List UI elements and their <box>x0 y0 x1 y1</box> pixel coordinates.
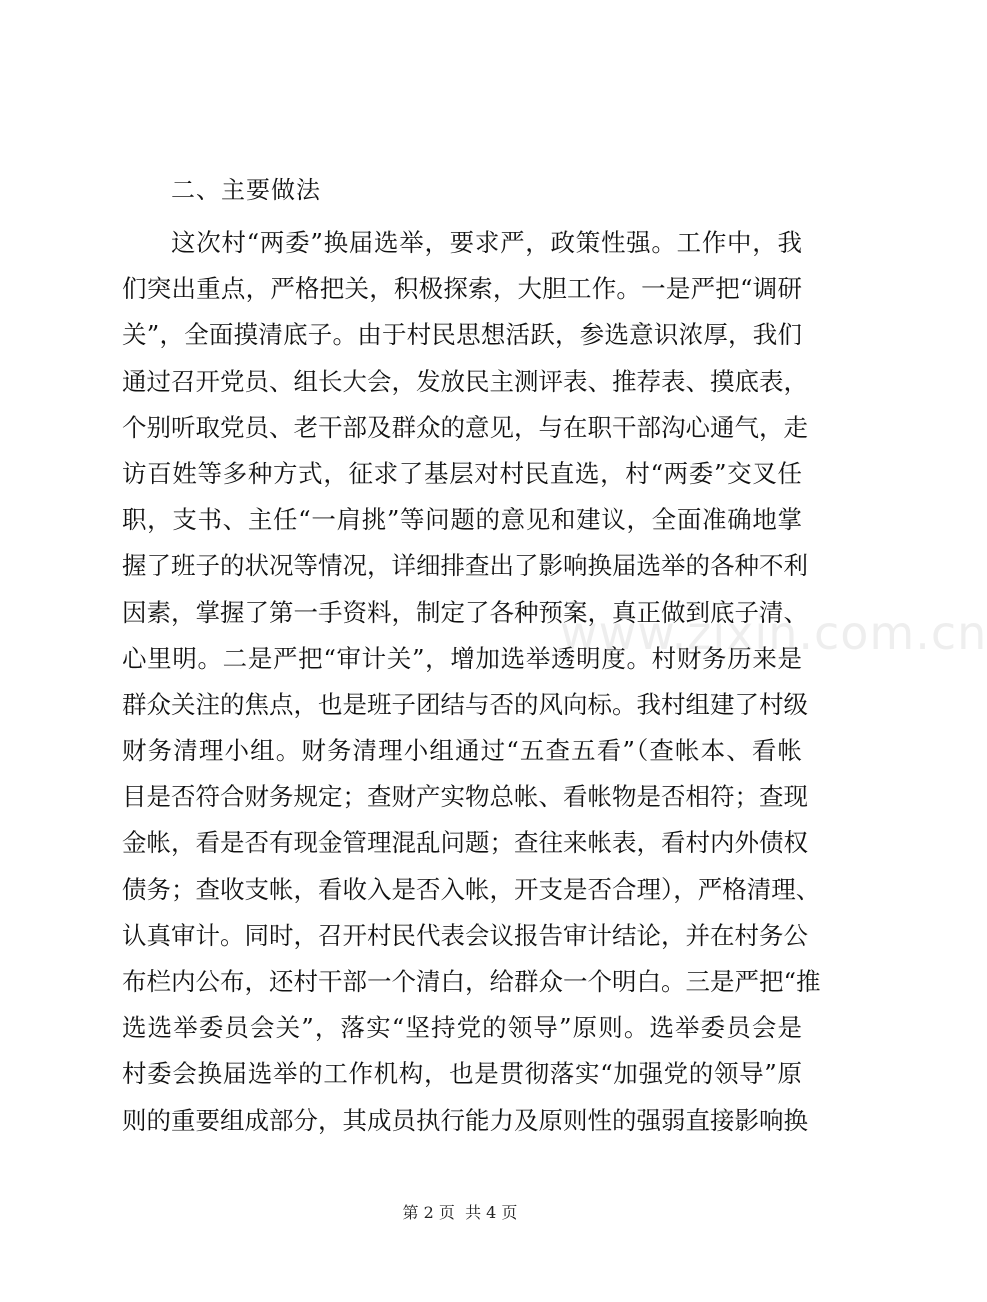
paragraph-line: 财务清理小组。财务清理小组通过“五查五看”（查帐本、看帐 <box>122 736 802 766</box>
paragraph-line: 村委会换届选举的工作机构，也是贯彻落实“加强党的领导”原 <box>122 1059 802 1089</box>
paragraph-line: 因素，掌握了第一手资料，制定了各种预案，真正做到底子清、 <box>122 597 808 627</box>
body-paragraph <box>122 220 821 1144</box>
paragraph-line: 认真审计。同时，召开村民代表会议报告审计结论，并在村务公 <box>122 920 808 950</box>
paragraph-line: 们突出重点，严格把关，积极探索，大胆工作。一是严把“调研 <box>122 274 802 304</box>
paragraph-line: 访百姓等多种方式，征求了基层对村民直选，村“两委”交叉任 <box>122 458 802 488</box>
paragraph-line: 通过召开党员、组长大会，发放民主测评表、推荐表、摸底表， <box>122 366 808 396</box>
paragraph-line: 心里明。二是严把“审计关”，增加选举透明度。村财务历来是 <box>122 643 802 673</box>
paragraph-line: 握了班子的状况等情况，详细排查出了影响换届选举的各种不利 <box>122 551 808 581</box>
watermark: www.zixin.com.cn <box>560 606 987 660</box>
paragraph-line: 这次村“两委”换届选举，要求严，政策性强。工作中，我 <box>171 228 802 257</box>
paragraph-line: 目是否符合财务规定；查财产实物总帐、看帐物是否相符；查现 <box>122 782 808 812</box>
paragraph-line: 群众关注的焦点，也是班子团结与否的风向标。我村组建了村级 <box>122 689 808 719</box>
paragraph-line: 债务；查收支帐，看收入是否入帐，开支是否合理），严格清理、 <box>122 874 821 904</box>
paragraph-line: 金帐，看是否有现金管理混乱问题；查往来帐表，看村内外债权 <box>122 828 808 858</box>
paragraph-line: 布栏内公布，还村干部一个清白，给群众一个明白。三是严把“推 <box>122 967 821 996</box>
paragraph-line: 关”，全面摸清底子。由于村民思想活跃，参选意识浓厚，我们 <box>122 320 802 350</box>
paragraph-line: 职，支书、主任“一肩挑”等问题的意见和建议，全面准确地掌 <box>122 505 802 535</box>
paragraph-line: 选选举委员会关”，落实“坚持党的领导”原则。选举委员会是 <box>122 1013 802 1043</box>
page-footer: 第 2 页 共 4 页 <box>402 1203 518 1222</box>
section-heading: 二、主要做法 <box>171 176 321 204</box>
paragraph-line: 个别听取党员、老干部及群众的意见，与在职干部沟心通气，走 <box>122 412 808 442</box>
paragraph-line: 则的重要组成部分，其成员执行能力及原则性的强弱直接影响换 <box>122 1105 808 1135</box>
